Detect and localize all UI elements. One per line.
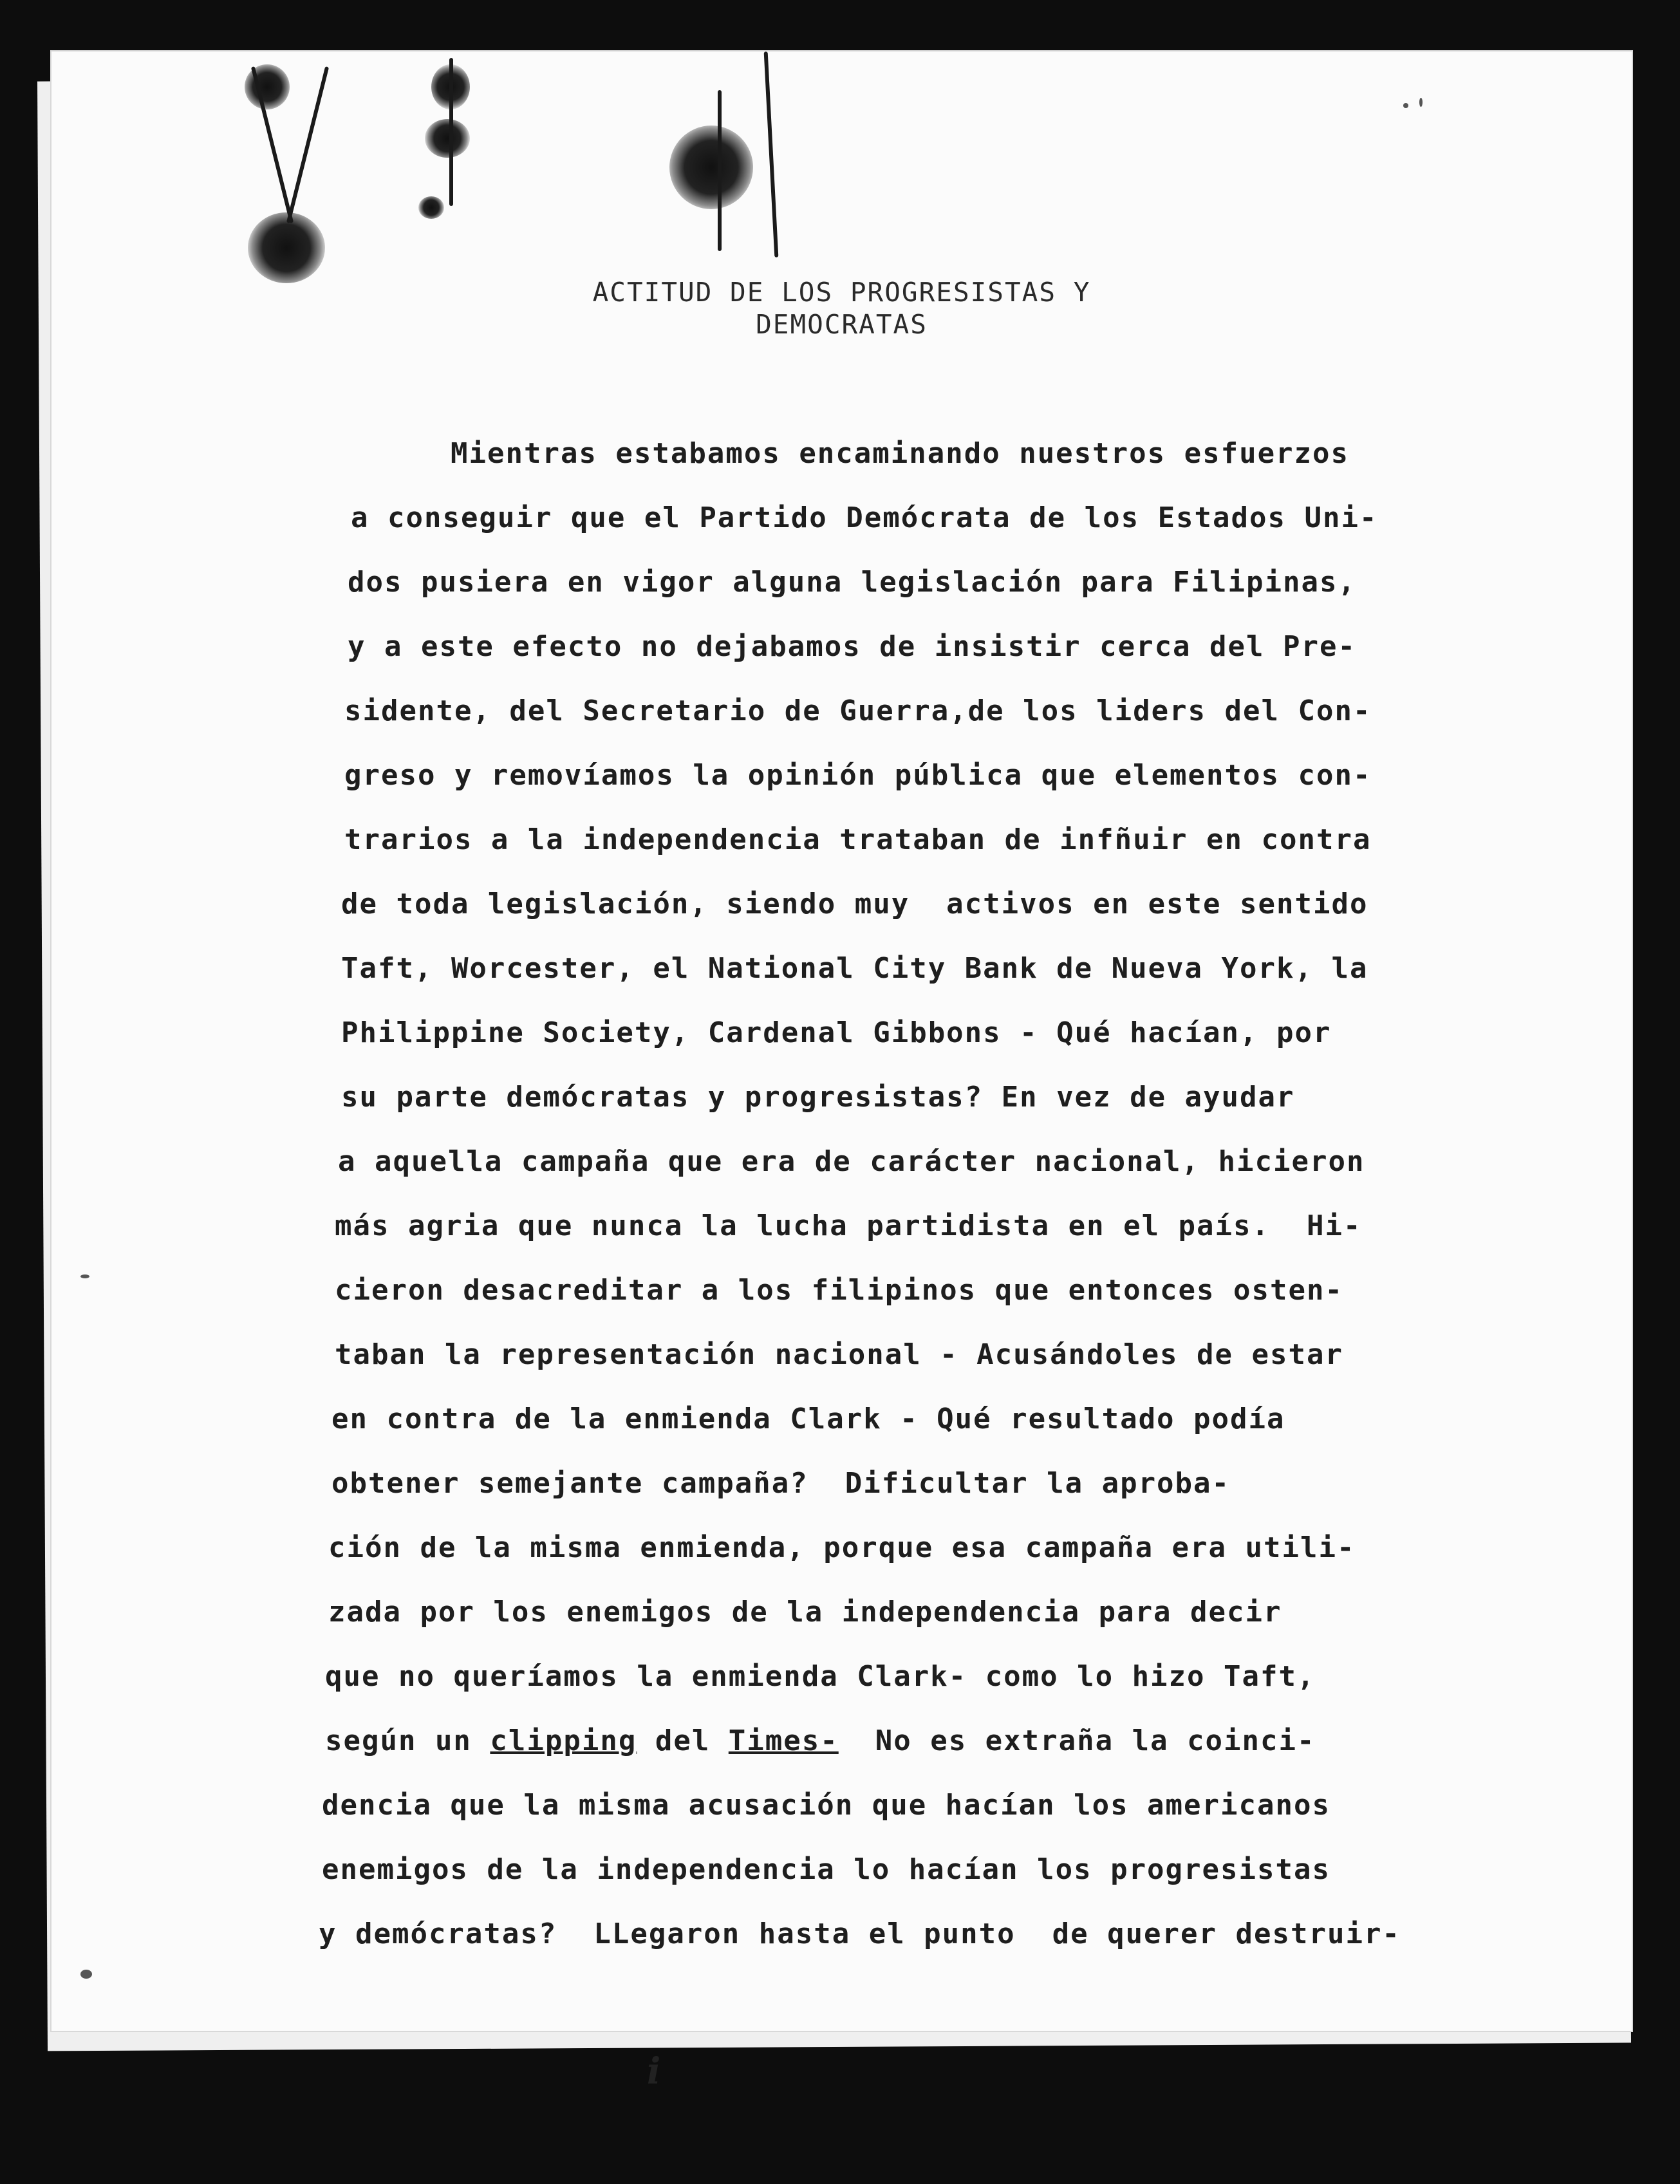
staple-mark (764, 51, 779, 257)
text-run: del (637, 1724, 729, 1757)
text-run: No es extraña la coinci- (838, 1724, 1316, 1757)
body-line-13: más agria que nunca la lucha partidista en el país. Hi- (335, 1209, 1362, 1242)
page-mark: i (647, 2050, 661, 2093)
body-line-5: sidente, del Secretario de Guerra,de los liders del Con- (344, 695, 1372, 727)
body-line-18: ción de la misma enmienda, porque esa campaña era utili- (328, 1531, 1356, 1564)
body-line-21 (325, 1725, 1316, 1757)
body-line-14: cieron desacreditar a los filipinos que entonces osten- (335, 1274, 1343, 1307)
body-line-22: dencia que la misma acusación que hacían los americanos (322, 1789, 1330, 1822)
body-line-17: obtener semejante campaña? Dificultar la aproba- (331, 1467, 1231, 1500)
underlined-word-times: Times- (728, 1724, 839, 1757)
staple-mark (718, 90, 722, 251)
body-line-24: y demócratas? LLegaron hasta el punto de querer destruir- (319, 1918, 1401, 1950)
body-line-9: Taft, Worcester, el National City Bank de Nueva York, la (341, 952, 1368, 985)
text-run: según un (325, 1724, 490, 1757)
body-line-16: en contra de la enmienda Clark - Qué resultado podía (331, 1403, 1285, 1435)
ink-stain (248, 212, 325, 283)
speck (1419, 98, 1423, 107)
body-line-3: dos pusiera en vigor alguna legislación para Filipinas, (348, 566, 1356, 599)
body-line-6: greso y removíamos la opinión pública que elementos con- (344, 759, 1372, 792)
staple-mark (286, 66, 329, 223)
staple-mark (449, 58, 453, 206)
speck (80, 1970, 92, 1979)
body-line-19: zada por los enemigos de la independencia para decir (328, 1596, 1282, 1629)
body-line-1: Mientras estabamos encaminando nuestros esfuerzos (451, 437, 1350, 470)
ink-stain (425, 119, 470, 158)
document-title-line-1: ACTITUD DE LOS PROGRESISTAS Y (592, 277, 1091, 308)
body-line-7: trarios a la independencia trataban de infñuir en contra (344, 823, 1372, 856)
body-line-8: de toda legislación, siendo muy activos en este sentido (341, 888, 1368, 920)
body-line-4: y a este efecto no dejabamos de insistir cerca del Pre- (348, 630, 1356, 663)
ink-stain (418, 196, 444, 219)
document-page (51, 51, 1632, 2093)
body-line-2: a conseguir que el Partido Demócrata de los Estados Uni- (351, 501, 1378, 534)
body-line-10: Philippine Society, Cardenal Gibbons - Qué hacían, por (341, 1016, 1332, 1049)
speck (1403, 103, 1408, 108)
body-line-12: a aquella campaña que era de carácter nacional, hicieron (338, 1145, 1365, 1178)
body-line-23: enemigos de la independencia lo hacían los progresistas (322, 1853, 1330, 1886)
body-line-20: que no queríamos la enmienda Clark- como lo hizo Taft, (325, 1660, 1316, 1693)
speck (80, 1274, 89, 1278)
document-title-line-2: DEMOCRATAS (756, 309, 928, 340)
ink-stain (669, 126, 753, 209)
body-line-15: taban la representación nacional - Acusándoles de estar (335, 1338, 1343, 1371)
underlined-word-clipping: clipping (490, 1724, 637, 1757)
body-line-11: su parte demócratas y progresistas? En vez de ayudar (341, 1081, 1295, 1114)
